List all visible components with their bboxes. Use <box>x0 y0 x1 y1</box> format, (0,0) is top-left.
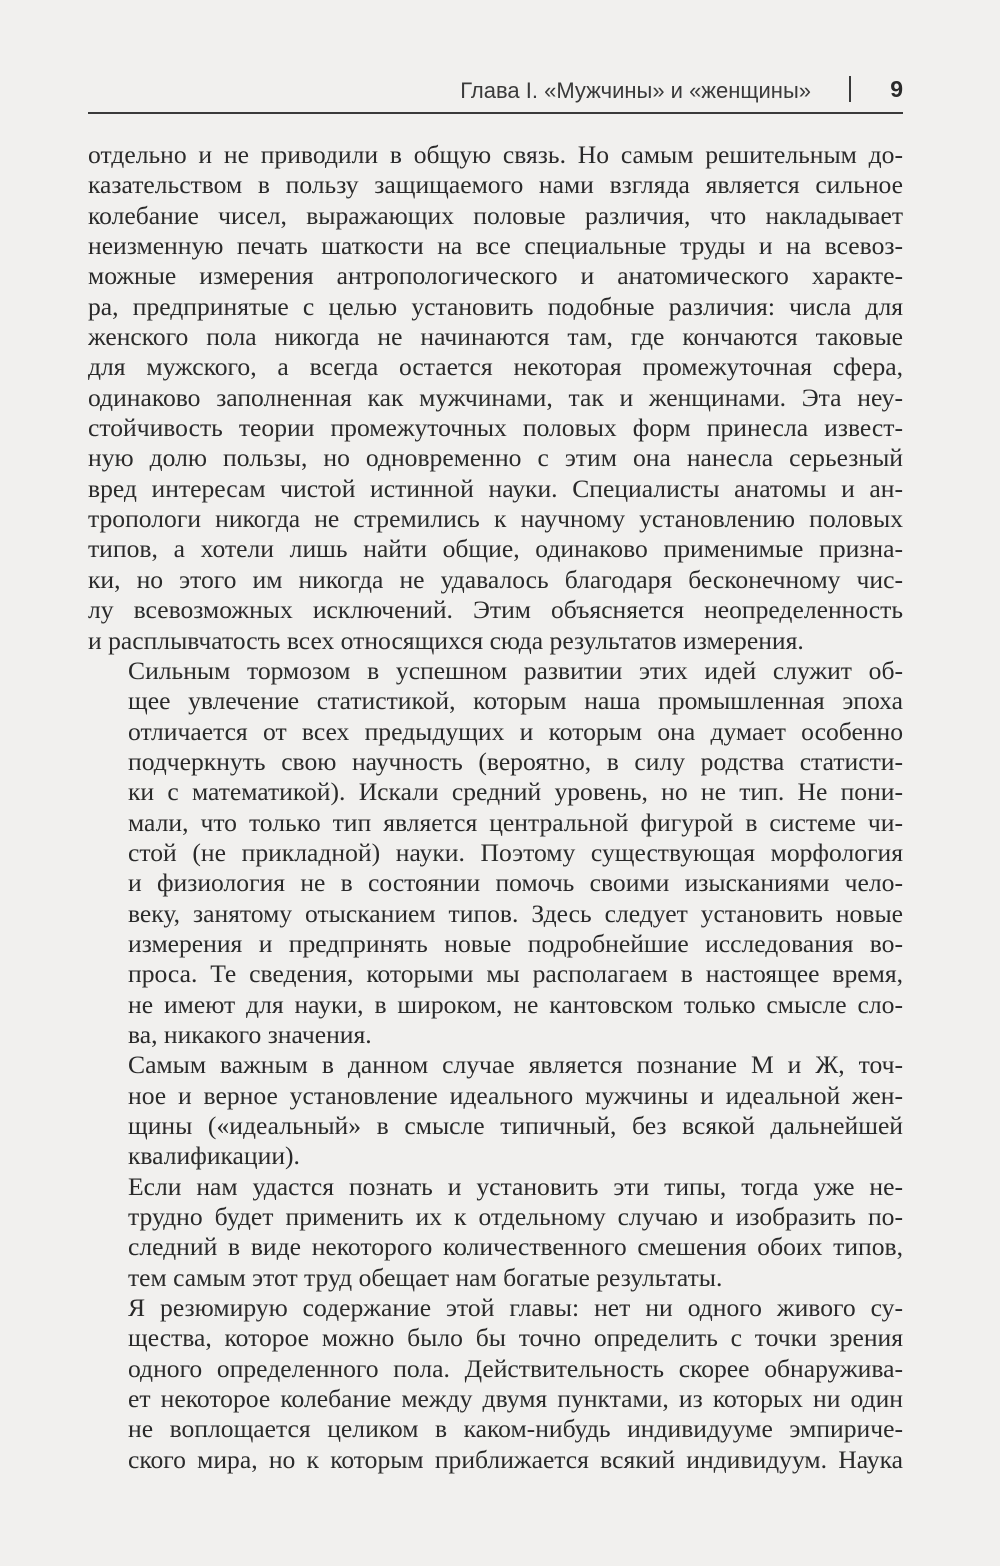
paragraph <box>88 140 903 656</box>
text-line: Я резюмирую содержание этой главы: нет ни одного живого су- <box>128 1293 903 1323</box>
text-line: ет некоторое колебание между двумя пунктами, из которых ни один <box>128 1384 903 1414</box>
text-line: ра, предпринятые с целью установить подобные различия: числа для <box>88 291 903 321</box>
text-line: стойчивость теории промежуточных половых форм принесла извест- <box>88 413 903 443</box>
text-line: веку, занятому отысканием типов. Здесь следует установить новые <box>128 898 903 928</box>
text-line: мали, что только тип является центральной фигурой в системе чи- <box>128 807 903 837</box>
paragraph <box>88 1050 903 1171</box>
paragraph <box>88 1172 903 1293</box>
text-line: не имеют для науки, в широком, не кантовском только смысле сло- <box>128 989 903 1019</box>
running-header <box>88 72 903 114</box>
text-line: неизменную печать шаткости на все специальные труды и на всевоз- <box>88 231 903 261</box>
text-line: щества, которое можно было бы точно определить с точки зрения <box>128 1323 903 1353</box>
text-line: ное и верное установление идеального мужчины и идеальной жен- <box>128 1080 903 1110</box>
text-line: и физиология не в состоянии помочь своими изысканиями чело- <box>128 868 903 898</box>
text-line: не воплощается целиком в каком-нибудь индивидууме эмпириче- <box>128 1414 903 1444</box>
text-line: типов, а хотели лишь найти общие, одинаково применимые призна- <box>88 534 903 564</box>
text-line: ную долю пользы, но одновременно с этим она нанесла серьезный <box>88 443 903 473</box>
paragraph <box>88 1293 903 1475</box>
text-line: лу всевозможных исключений. Этим объясняется неопределенность <box>88 595 903 625</box>
header-separator <box>849 76 851 102</box>
text-line: одного определенного пола. Действительность скорее обнаружива- <box>128 1353 903 1383</box>
text-line: для мужского, а всегда остается некоторая промежуточная сфера, <box>88 352 903 382</box>
text-line: отличается от всех предыдущих и которым она думает особенно <box>128 716 903 746</box>
text-line: измерения и предпринять новые подробнейшие исследования во- <box>128 928 903 958</box>
text-line: одинаково заполненная как мужчинами, так и женщинами. Эта неу- <box>88 382 903 412</box>
text-line: ки с математикой). Искали средний уровень, но не тип. Не пони- <box>128 777 903 807</box>
chapter-title: Глава I. «Мужчины» и «женщины» <box>460 78 811 103</box>
text-line: ки, но этого им никогда не удавалось благодаря бесконечному чис- <box>88 564 903 594</box>
text-line: ва, никакого значения. <box>128 1019 372 1049</box>
text-line: колебание чисел, выражающих половые различия, что накладывает <box>88 200 903 230</box>
text-line: женского пола никогда не начинаются там, где кончаются таковые <box>88 322 903 352</box>
text-line: казательством в пользу защищаемого нами взгляда является сильное <box>88 170 903 200</box>
text-line: вред интересам чистой истинной науки. Специалисты анатомы и ан- <box>88 473 903 503</box>
page-body <box>88 140 903 1475</box>
text-line: отдельно и не приводили в общую связь. Но самым решительным до- <box>88 140 903 169</box>
text-line: стой (не прикладной) науки. Поэтому существующая морфология <box>128 837 903 867</box>
text-line: следний в виде некоторого количественного смешения обоих типов, <box>128 1232 903 1262</box>
text-line: ского мира, но к которым приближается всякий индивидуум. Наука <box>128 1444 903 1474</box>
text-line: Если нам удастся познать и установить эти типы, тогда уже не- <box>128 1171 903 1201</box>
text-line: щины («идеальный» в смысле типичный, без всякой дальнейшей <box>128 1111 903 1140</box>
text-line: Сильным тормозом в успешном развитии этих идей служит об- <box>128 655 903 685</box>
text-line: тем самым этот труд обещает нам богатые результаты. <box>128 1262 723 1292</box>
page-number: 9 <box>890 76 903 102</box>
text-line: можные измерения антропологического и анатомического характе- <box>88 261 903 291</box>
text-line: тропологи никогда не стремились к научному установлению половых <box>88 504 903 534</box>
text-line: и расплывчатость всех относящихся сюда результатов измерения. <box>88 625 804 655</box>
paragraph <box>88 656 903 1050</box>
text-line: Самым важным в данном случае является познание М и Ж, точ- <box>128 1050 903 1080</box>
text-line: проса. Те сведения, которыми мы располагаем в настоящее время, <box>128 959 903 989</box>
text-line: квалификации). <box>128 1141 300 1171</box>
text-line: щее увлечение статистикой, которым наша промышленная эпоха <box>128 686 903 716</box>
text-line: подчеркнуть свою научность (вероятно, в силу родства статисти- <box>128 746 903 776</box>
text-line: трудно будет применить их к отдельному случаю и изобразить по- <box>128 1202 903 1232</box>
